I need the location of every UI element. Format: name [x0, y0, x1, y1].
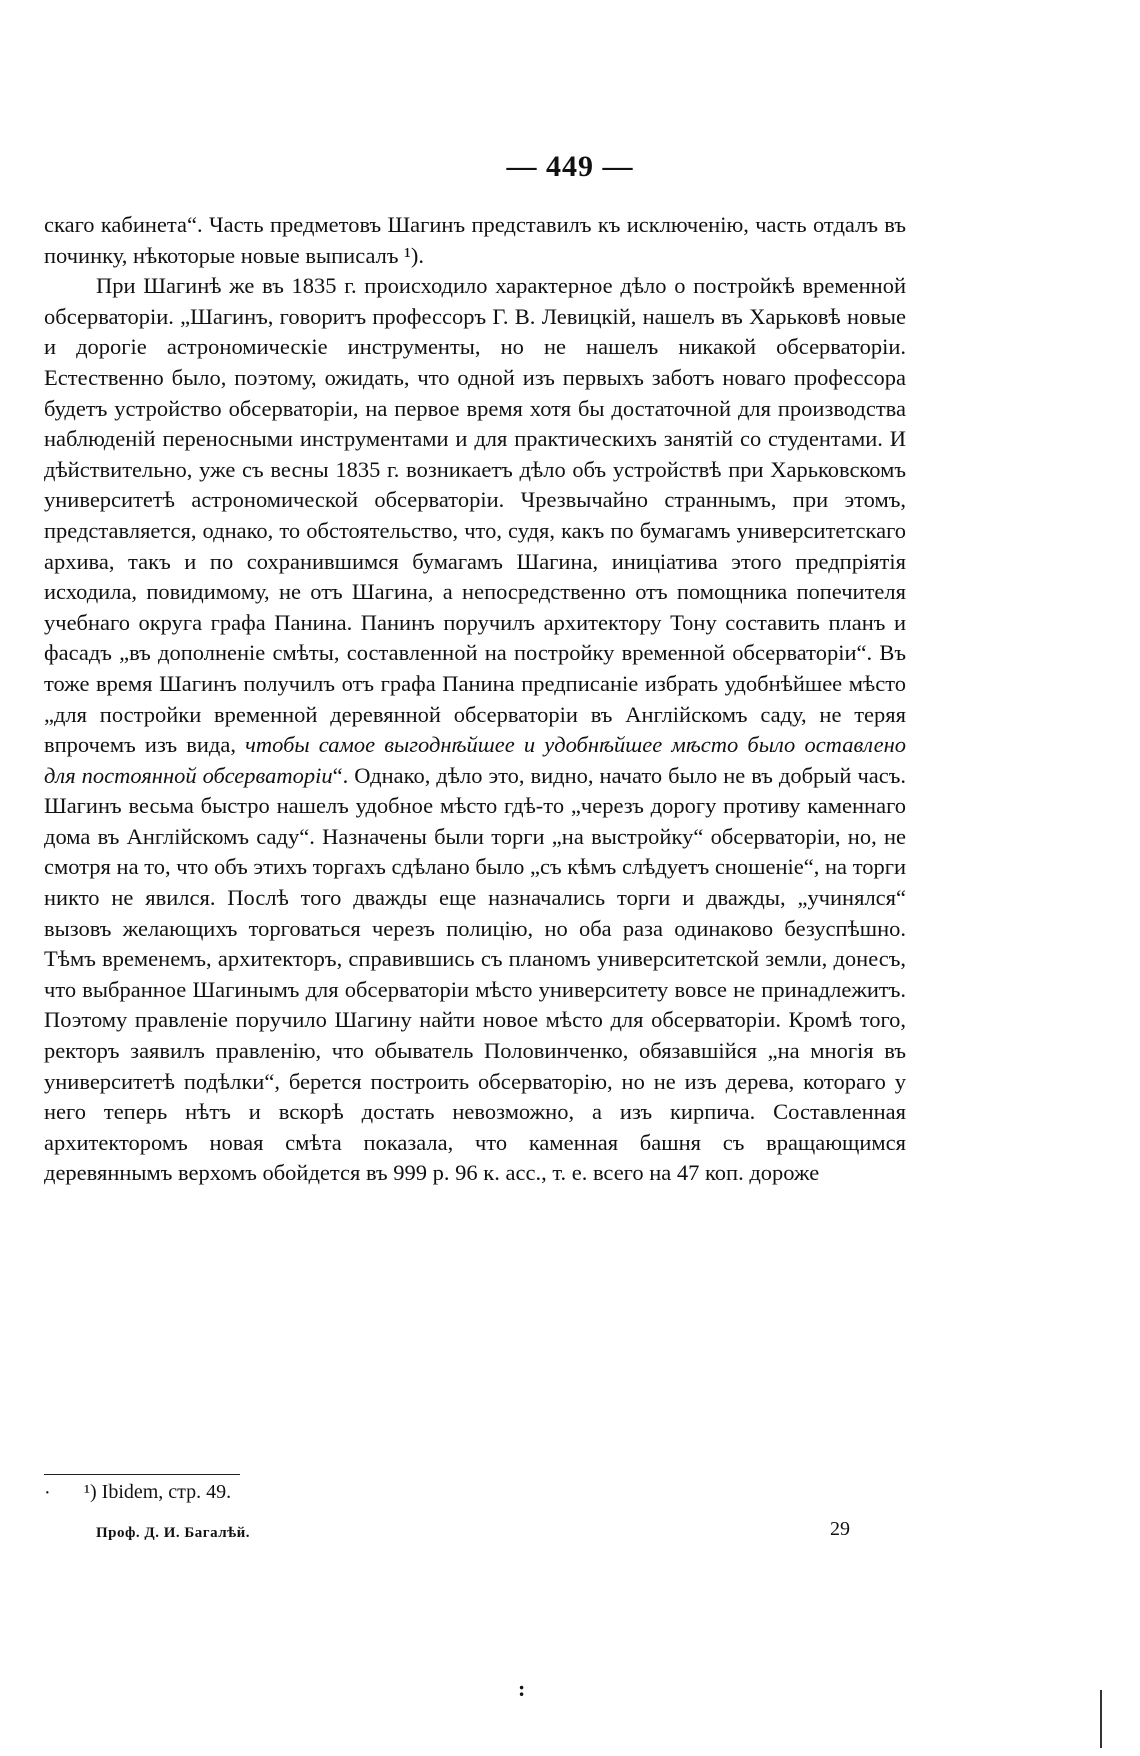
paragraph-2-end: “. Однако, дѣло это, видно, начато было не въ добрый часъ. Шагинъ весьма быстро нашелъ удобное мѣсто гдѣ-то „черезъ дорогу противу каменнаго дома въ Англійскомъ саду“. Назначены были торги „на выстройку“ обсерваторіи, но, не смотря на то, что объ этихъ торгахъ сдѣлано было „съ кѣмъ слѣдуетъ сношеніе“, на торги никто не явился. Послѣ того дважды еще назначались торги и дважды, „учинялся“ вызовъ желающихъ торговаться черезъ полицію, но оба раза одинаково безуспѣшно. Тѣмъ временемъ, архитекторъ, справившись съ планомъ университетской земли, донесъ, что выбранное Шагинымъ для обсерваторіи мѣсто университету вовсе не принадлежитъ. Поэтому правленіе поручило Шагину найти новое мѣсто для обсерваторіи. Кромѣ того, ректоръ заявилъ правленію, что обыватель Половинченко, обязавшійся „на многія въ университетѣ подѣлки“, берется построить обсерваторію, но не изъ дерева, котораго у него теперь нѣтъ и вскорѣ достать невозможно, а изъ кирпича. Составленная архитекторомъ новая смѣта показала, что каменная башня съ вращающимся деревяннымъ верхомъ обойдется въ 999 р. 96 к. асс., т. е. всего на 47 коп. дороже	[44, 762, 906, 1186]
signature: Проф. Д. И. Багалѣй.	[96, 1525, 251, 1541]
footnote	[84, 1478, 231, 1506]
paragraph-2-text: При Шагинѣ же въ 1835 г. происходило характерное дѣло о постройкѣ временной обсерваторіи. „Шагинъ, говоритъ профессоръ Г. В. Левицкій, нашелъ въ Харьковѣ новые и дорогіе астрономическіе инструменты, но не нашелъ никакой обсерваторіи. Естественно было, поэтому, ожидать, что одной изъ первыхъ заботъ новаго профессора будетъ устройство обсерваторіи, на первое время хотя бы достаточной для производства наблюденій переносными инструментами и для практическихъ занятій со студентами. И дѣйствительно, уже съ весны 1835 г. возникаетъ дѣло объ устройствѣ при Харьковскомъ университетѣ астрономической обсерваторіи. Чрезвычайно страннымъ, при этомъ, представляется, однако, то обстоятельство, что, судя, какъ по бумагамъ университетскаго архива, такъ и по сохранившимся бумагамъ Шагина, иниціатива этого предпріятія исходила, повидимому, не отъ Шагина, а непосредственно отъ помощника попечителя учебнаго округа графа Панина. Панинъ поручилъ архитектору Тону составить планъ и фасадъ „въ дополненіе смѣты, составленной на постройку временной обсерваторіи“. Въ тоже время Шагинъ получилъ отъ графа Панина предписаніе избрать удобнѣйшее мѣсто „для постройки временной деревянной обсерваторіи въ Англійскомъ саду, не теряя впрочемъ изъ вида,	[44, 273, 906, 758]
paragraph-1: скаго кабинета“. Часть предметовъ Шагинъ представилъ къ исключенію, часть отдалъ въ починку, нѣкоторые новые выписалъ ¹).	[44, 212, 906, 268]
sheet-number: 29	[830, 1518, 850, 1540]
footnote-text: Ibidem, стр. 49.	[101, 1481, 232, 1503]
paragraph-2	[44, 271, 906, 1189]
footnote-dot: ·	[44, 1482, 51, 1504]
footnote-marker: ¹)	[84, 1481, 97, 1503]
page-number: — 449 —	[506, 150, 634, 183]
paragraph-2-italic: чтобы самое выгоднѣйшее и удобнѣйшее мѣсто было оставлено для постоянной обсерваторіи	[44, 732, 906, 788]
scan-line	[1100, 1690, 1102, 1748]
scan-mark: :	[518, 1676, 526, 1701]
footnote-rule	[44, 1474, 240, 1475]
body-text	[44, 210, 906, 1189]
